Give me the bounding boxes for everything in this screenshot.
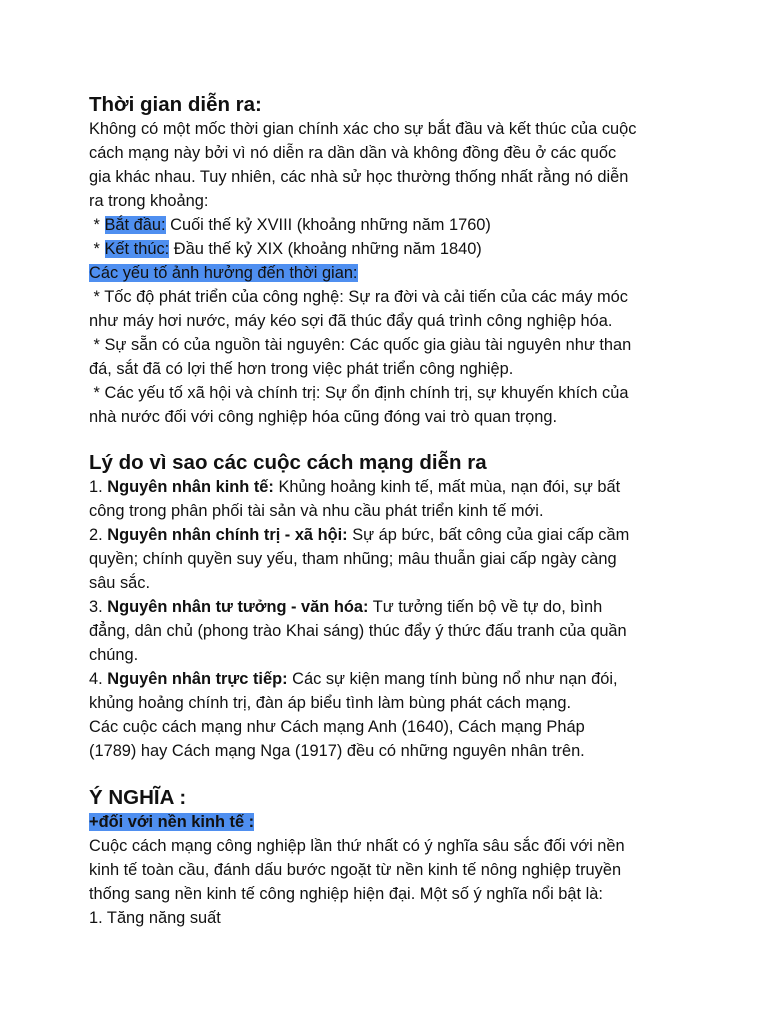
bullet-end [89, 237, 689, 261]
paragraph-line: công trong phân phối tài sản và nhu cầu phát triển kinh tế mới. [89, 502, 544, 520]
highlight-start-label: Bắt đầu: [104, 216, 166, 234]
item-number: 4. [89, 670, 108, 688]
document-body [89, 93, 689, 930]
paragraph-line: Cuộc cách mạng công nghiệp lần thứ nhất có ý nghĩa sâu sắc đối với nền [89, 837, 625, 855]
paragraph-line: cách mạng này bởi vì nó diễn ra dần dần và không đồng đều ở các quốc [89, 144, 617, 162]
item-number: 1. [89, 478, 108, 496]
item-label: Nguyên nhân tư tưởng - văn hóa: [107, 598, 369, 616]
paragraph-line: kinh tế toàn cầu, đánh dấu bước ngoặt từ nền kinh tế nông nghiệp truyền [89, 861, 622, 879]
paragraph-line: 1. Tăng năng suất [89, 909, 221, 927]
bullet-marker: * [89, 240, 105, 258]
paragraph-line: Không có một mốc thời gian chính xác cho sự bắt đầu và kết thúc của cuộc [89, 120, 637, 138]
paragraph-line: nhà nước đối với công nghiệp hóa cũng đóng vai trò quan trọng. [89, 408, 558, 426]
paragraph-line: ra trong khoảng: [89, 192, 209, 210]
end-text: Đầu thế kỷ XIX (khoảng những năm 1840) [169, 240, 482, 258]
highlight-end-label: Kết thúc: [104, 240, 170, 258]
paragraph-line: * Các yếu tố xã hội và chính trị: Sự ổn định chính trị, sự khuyến khích của [89, 384, 629, 402]
paragraph-line: * Sự sẵn có của nguồn tài nguyên: Các quốc gia giàu tài nguyên như than [89, 336, 632, 354]
bullet-marker: * [89, 216, 105, 234]
paragraph-line: thống sang nền kinh tế công nghiệp hiện đại. Một số ý nghĩa nổi bật là: [89, 885, 603, 903]
paragraph-line: * Tốc độ phát triển của công nghệ: Sự ra đời và cải tiến của các máy móc [89, 288, 628, 306]
list-item [89, 667, 689, 691]
item-label: Nguyên nhân kinh tế: [107, 478, 274, 496]
list-item [89, 523, 689, 547]
list-item [89, 595, 689, 619]
section-heading-time: Thời gian diễn ra: [89, 93, 262, 116]
sub-heading-line [89, 810, 689, 834]
start-text: Cuối thế kỷ XVIII (khoảng những năm 1760) [165, 216, 491, 234]
item-text: Tư tưởng tiến bộ về tự do, bình [368, 598, 603, 616]
paragraph-line: gia khác nhau. Tuy nhiên, các nhà sử học thường thống nhất rằng nó diễn [89, 168, 629, 186]
paragraph-line: khủng hoảng chính trị, đàn áp biểu tình làm bùng phát cách mạng. [89, 694, 572, 712]
highlight-factors-heading: Các yếu tố ảnh hưởng đến thời gian: [89, 264, 358, 282]
paragraph-line: như máy hơi nước, máy kéo sợi đã thúc đẩy quá trình công nghiệp hóa. [89, 312, 613, 330]
item-number: 3. [89, 598, 108, 616]
item-text: Khủng hoảng kinh tế, mất mùa, nạn đói, sự bất [273, 478, 621, 496]
list-item [89, 475, 689, 499]
paragraph-line: đẳng, dân chủ (phong trào Khai sáng) thúc đẩy ý thức đấu tranh của quần [89, 622, 627, 640]
section-heading-reasons: Lý do vì sao các cuộc cách mạng diễn ra [89, 451, 487, 474]
paragraph-line: (1789) hay Cách mạng Nga (1917) đều có những nguyên nhân trên. [89, 742, 585, 760]
highlight-economy-heading: +đối với nền kinh tế : [89, 813, 255, 831]
item-number: 2. [89, 526, 108, 544]
paragraph-line: quyền; chính quyền suy yếu, tham nhũng; mâu thuẫn giai cấp ngày càng [89, 550, 617, 568]
bullet-start [89, 213, 689, 237]
paragraph-line: đá, sắt đã có lợi thế hơn trong việc phát triển công nghiệp. [89, 360, 514, 378]
paragraph-line: sâu sắc. [89, 574, 151, 592]
item-label: Nguyên nhân chính trị - xã hội: [107, 526, 348, 544]
paragraph-line: Các cuộc cách mạng như Cách mạng Anh (1640), Cách mạng Pháp [89, 718, 585, 736]
item-text: Sự áp bức, bất công của giai cấp cầm [347, 526, 630, 544]
item-label: Nguyên nhân trực tiếp: [107, 670, 288, 688]
section-heading-meaning: Ý NGHĨA : [89, 786, 187, 809]
factors-heading-line [89, 261, 689, 285]
paragraph-line: chúng. [89, 646, 139, 664]
item-text: Các sự kiện mang tính bùng nổ như nạn đói, [287, 670, 618, 688]
